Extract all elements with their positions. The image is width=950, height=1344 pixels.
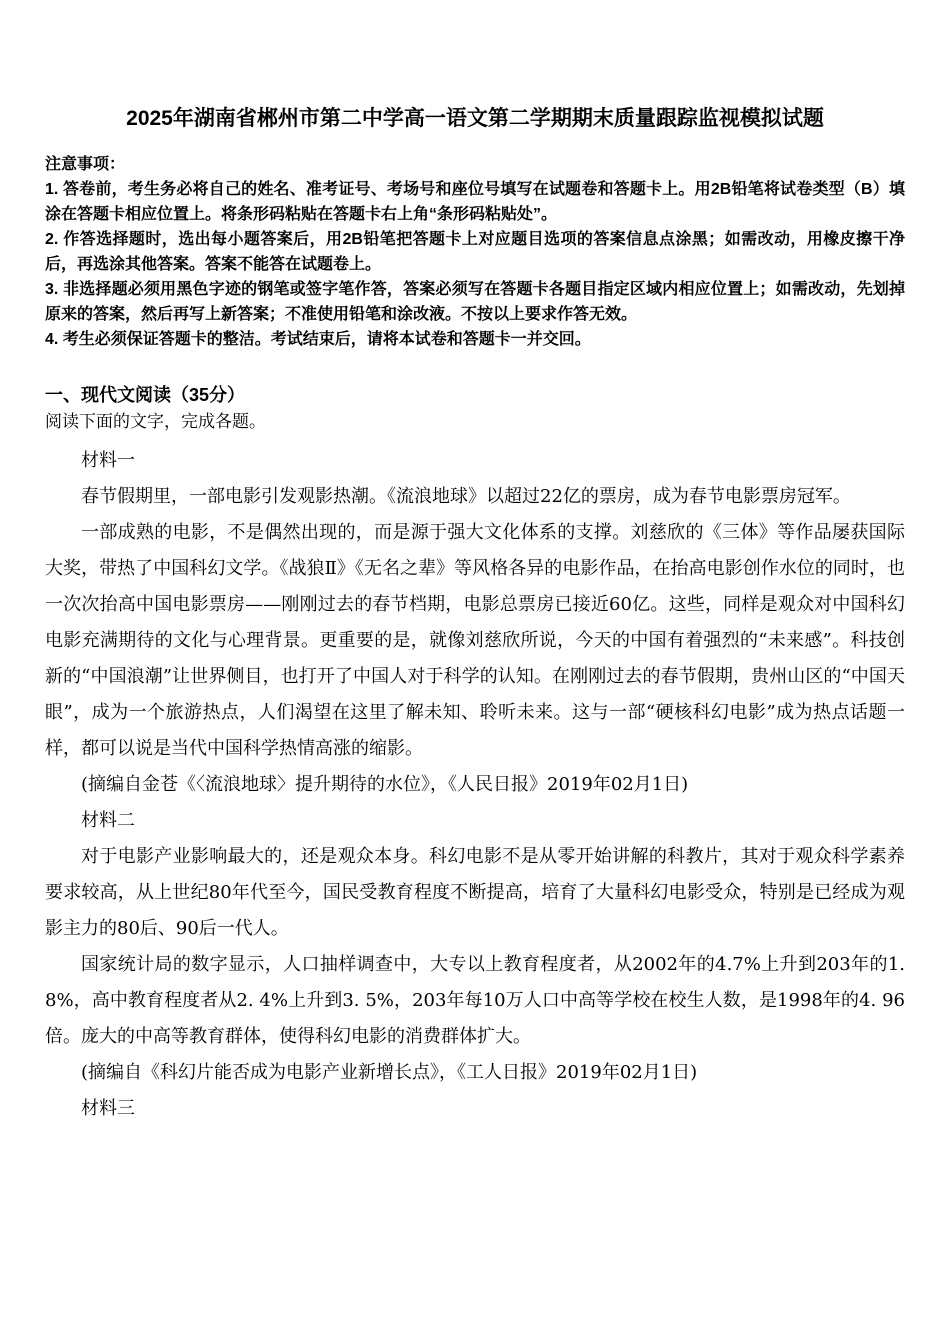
material-3-label: 材料三 xyxy=(81,1098,135,1119)
page-title: 2025年湖南省郴州市第二中学高一语文第二学期期末质量跟踪监视模拟试题 xyxy=(126,107,824,130)
material-2-label: 材料二 xyxy=(81,810,135,831)
notice-item-3: 3. 非选择题必须用黑色字迹的钢笔或签字笔作答，答案必须写在答题卡各题目指定区域内相应位置上；如需改动，先划掉原来的答案，然后再写上新答案；不准使用铅笔和涂改液。不按以上要求作答无效。 xyxy=(45,281,905,323)
notice-item-4: 4. 考生必须保证答题卡的整洁。考试结束后，请将本试卷和答题卡一并交回。 xyxy=(45,331,591,348)
material-2-source: (摘编自《科幻片能否成为电影产业新增长点》，《工人日报》2019年02月1日) xyxy=(81,1062,698,1083)
reading-materials xyxy=(45,443,905,1127)
material-1-paragraph: 一部成熟的电影，不是偶然出现的，而是源于强大文化体系的支撑。刘慈欣的《三体》等作品屡获国际大奖，带热了中国科幻文学。《战狼Ⅱ》《无名之辈》等风格各异的电影作品，在抬高电影创作水位的同时，也一次次抬高中国电影票房——刚刚过去的春节档期，电影总票房已接近60亿。这些，同样是观众对中国科幻电影充满期待的文化与心理背景。更重要的是，就像刘慈欣所说，今天的中国有着强烈的“未来感”。科技创新的“中国浪潮”让世界侧目，也打开了中国人对于科学的认知。在刚刚过去的春节假期，贵州山区的“中国天眼”，成为一个旅游热点，人们渴望在这里了解未知、聆听未来。这与一部“硬核科幻电影”成为热点话题一样，都可以说是当代中国科学热情高涨的缩影。 xyxy=(45,522,905,759)
section-instruction: 阅读下面的文字，完成各题。 xyxy=(45,412,266,432)
notice-heading: 注意事项： xyxy=(45,156,126,173)
material-1-paragraph: 春节假期里，一部电影引发观影热潮。《流浪地球》以超过22亿的票房，成为春节电影票房冠军。 xyxy=(81,486,851,507)
notice-item-1: 1. 答卷前，考生务必将自己的姓名、准考证号、考场号和座位号填写在试题卷和答题卡上。用2B铅笔将试卷类型（B）填涂在答题卡相应位置上。将条形码粘贴在答题卡右上角“条形码粘贴处”。 xyxy=(45,181,905,223)
material-1-source: (摘编自金苍《〈流浪地球〉提升期待的水位》，《人民日报》2019年02月1日) xyxy=(81,774,689,795)
section-heading: 一、现代文阅读（35分） xyxy=(45,385,246,405)
material-1-label: 材料一 xyxy=(81,450,135,471)
notice-item-2: 2. 作答选择题时，选出每小题答案后，用2B铅笔把答题卡上对应题目选项的答案信息点涂黑；如需改动，用橡皮擦干净后，再选涂其他答案。答案不能答在试题卷上。 xyxy=(45,231,905,273)
material-2-paragraph: 国家统计局的数字显示，人口抽样调查中，大专以上教育程度者，从2002年的4.7%上升到203年的1. 8%，高中教育程度者从2. 4%上升到3. 5%，203年每10万人口中高等学校在校生人数，是1998年的4. 96倍。庞大的中高等教育群体，使得科幻电影的消费群体扩大。 xyxy=(45,954,905,1047)
material-2-paragraph: 对于电影产业影响最大的，还是观众本身。科幻电影不是从零开始讲解的科教片，其对于观众科学素养要求较高，从上世纪80年代至今，国民受教育程度不断提高，培育了大量科幻电影受众，特别是已经成为观影主力的80后、90后一代人。 xyxy=(45,846,905,939)
exam-notice xyxy=(45,152,905,352)
